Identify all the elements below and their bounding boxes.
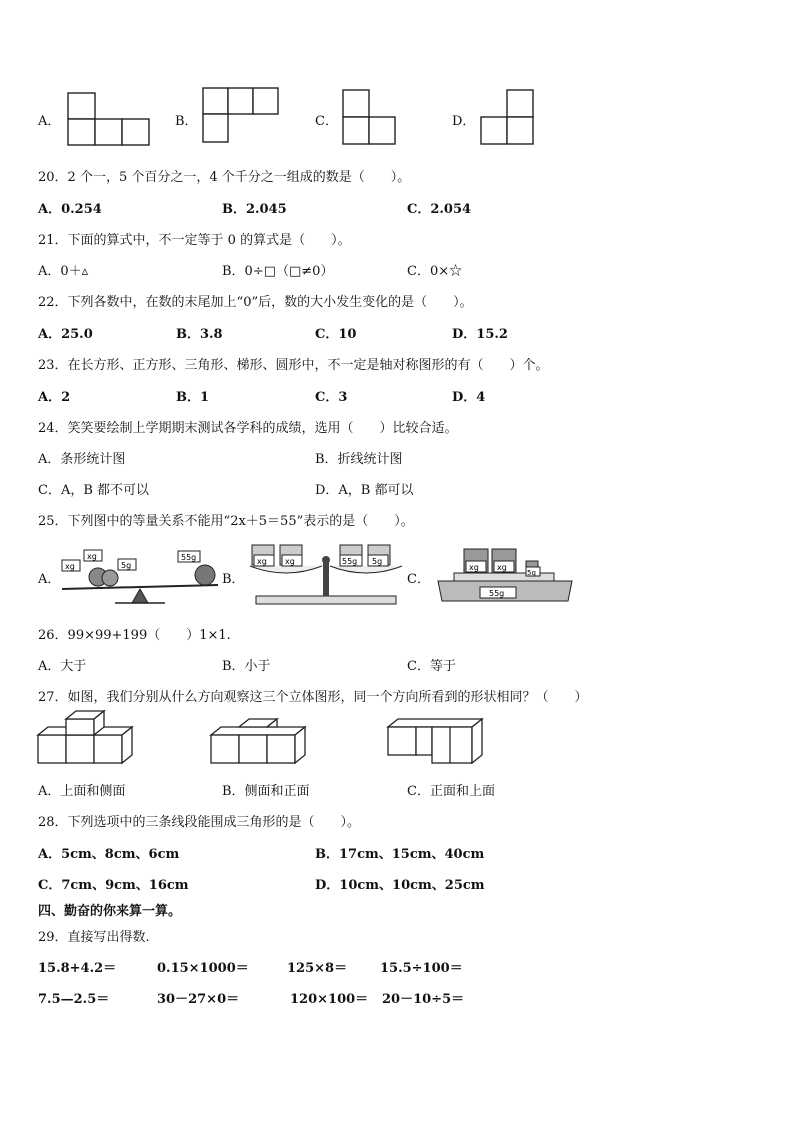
q25-c-tag-1: xg	[469, 563, 479, 572]
q24-option-b[interactable]: B．折线统计图	[315, 452, 403, 467]
q20-text: 20．2 个一，5 个百分之一，4 个千分之一组成的数是（ ）。	[38, 170, 411, 185]
q25-option-b-label[interactable]: B．	[222, 572, 245, 587]
q19-option-b-label[interactable]: B．	[175, 114, 198, 129]
q27-solid-figure-3	[388, 717, 488, 767]
q25-c-tag-3: 5g	[527, 569, 536, 577]
q26-text: 26．99×99+199（ ）1×1.	[38, 628, 231, 643]
q23-option-b[interactable]: B．1	[176, 390, 210, 405]
q19-option-c-figure	[343, 90, 399, 146]
q19-option-a-figure	[68, 93, 152, 148]
q25-option-a-label[interactable]: A．	[38, 572, 61, 587]
q28-option-b[interactable]: B．17cm、15cm、40cm	[315, 847, 485, 862]
q19-option-d-label[interactable]: D．	[452, 114, 476, 129]
q27-solid-figure-1	[38, 717, 138, 767]
q23-option-c[interactable]: C．3	[315, 390, 348, 405]
q26-option-a[interactable]: A．大于	[38, 659, 87, 674]
q19-option-c-label[interactable]: C．	[315, 114, 338, 129]
q20-option-c[interactable]: C．2.054	[407, 202, 472, 217]
q23-text: 23．在长方形、正方形、三角形、梯形、圆形中，不一定是轴对称图形的有（ ）个。	[38, 358, 549, 373]
q25-c-display: 55g	[489, 589, 505, 598]
q24-option-d[interactable]: D．A，B 都可以	[315, 483, 414, 498]
q28-text: 28．下列选项中的三条线段能围成三角形的是（ ）。	[38, 815, 361, 830]
q21-option-a[interactable]: A．0＋▵	[38, 264, 89, 279]
q26-option-c[interactable]: C．等于	[407, 659, 456, 674]
q29-calc-4[interactable]: 15.5÷100＝	[380, 961, 463, 976]
q25-c-tag-2: xg	[497, 563, 507, 572]
q25-b-tag-4: 5g	[372, 557, 383, 566]
q19-option-d-figure	[481, 90, 537, 147]
q29-calc-7[interactable]: 120×100＝	[290, 992, 369, 1007]
q25-b-tag-1: xg	[257, 557, 267, 566]
q24-text: 24．笑笑要绘制上学期期末测试各学科的成绩，选用（ ）比较合适。	[38, 421, 458, 436]
q26-option-b[interactable]: B．小于	[222, 659, 271, 674]
q28-option-a[interactable]: A．5cm、8cm、6cm	[38, 847, 180, 862]
section-heading: 四、勤奋的你来算一算。	[38, 904, 182, 919]
q25-option-b-balance-figure	[246, 540, 406, 608]
q23-option-d[interactable]: D．4	[452, 390, 486, 405]
q28-option-d[interactable]: D．10cm、10cm、25cm	[315, 878, 485, 893]
q20-option-b[interactable]: B．2.045	[222, 202, 287, 217]
q25-a-left-tag-3: 5g	[121, 561, 132, 570]
q27-option-c[interactable]: C．正面和上面	[407, 784, 495, 799]
q21-option-c[interactable]: C．0×☆	[407, 264, 463, 279]
q21-text: 21．下面的算式中，不一定等于 0 的算式是（ ）。	[38, 233, 351, 248]
q29-calc-5[interactable]: 7.5—2.5＝	[38, 992, 110, 1007]
q27-option-a[interactable]: A．上面和侧面	[38, 784, 126, 799]
q22-option-d[interactable]: D．15.2	[452, 327, 508, 342]
q25-option-a-seesaw-figure	[60, 545, 220, 607]
q29-text: 29．直接写出得数.	[38, 930, 150, 945]
q25-text: 25．下列图中的等量关系不能用“2x＋5＝55”表示的是（ ）。	[38, 514, 414, 529]
q24-option-a[interactable]: A．条形统计图	[38, 452, 126, 467]
q22-option-b[interactable]: B．3.8	[176, 327, 223, 342]
q22-option-c[interactable]: C．10	[315, 327, 357, 342]
q24-option-c[interactable]: C．A，B 都不可以	[38, 483, 150, 498]
q25-a-left-tag-1: xg	[65, 562, 75, 571]
q29-calc-3[interactable]: 125×8＝	[287, 961, 348, 976]
q28-option-c[interactable]: C．7cm、9cm、16cm	[38, 878, 189, 893]
q29-calc-8[interactable]: 20－10÷5＝	[382, 992, 465, 1007]
q27-text: 27．如图，我们分别从什么方向观察这三个立体图形，同一个方向所看到的形状相同？（ ）	[38, 690, 588, 705]
q22-text: 22．下列各数中，在数的末尾加上“0”后，数的大小发生变化的是（ ）。	[38, 295, 473, 310]
q19-option-a-label[interactable]: A．	[38, 114, 61, 129]
q27-solid-figure-2	[211, 717, 311, 767]
q25-a-right-tag: 55g	[181, 553, 197, 562]
q25-b-tag-3: 55g	[342, 557, 358, 566]
q25-a-left-tag-2: xg	[87, 552, 97, 561]
q21-option-b[interactable]: B．0÷□（□≠0）	[222, 264, 334, 279]
q29-calc-6[interactable]: 30－27×0＝	[157, 992, 240, 1007]
q29-calc-2[interactable]: 0.15×1000＝	[157, 961, 249, 976]
q29-calc-1[interactable]: 15.8+4.2＝	[38, 961, 117, 976]
q25-option-c-label[interactable]: C．	[407, 572, 430, 587]
q19-option-b-figure	[203, 88, 283, 146]
q20-option-a[interactable]: A．0.254	[38, 202, 102, 217]
q22-option-a[interactable]: A．25.0	[38, 327, 93, 342]
q25-option-c-scale-figure	[434, 545, 576, 607]
q23-option-a[interactable]: A．2	[38, 390, 71, 405]
q27-option-b[interactable]: B．侧面和正面	[222, 784, 310, 799]
q25-b-tag-2: xg	[285, 557, 295, 566]
